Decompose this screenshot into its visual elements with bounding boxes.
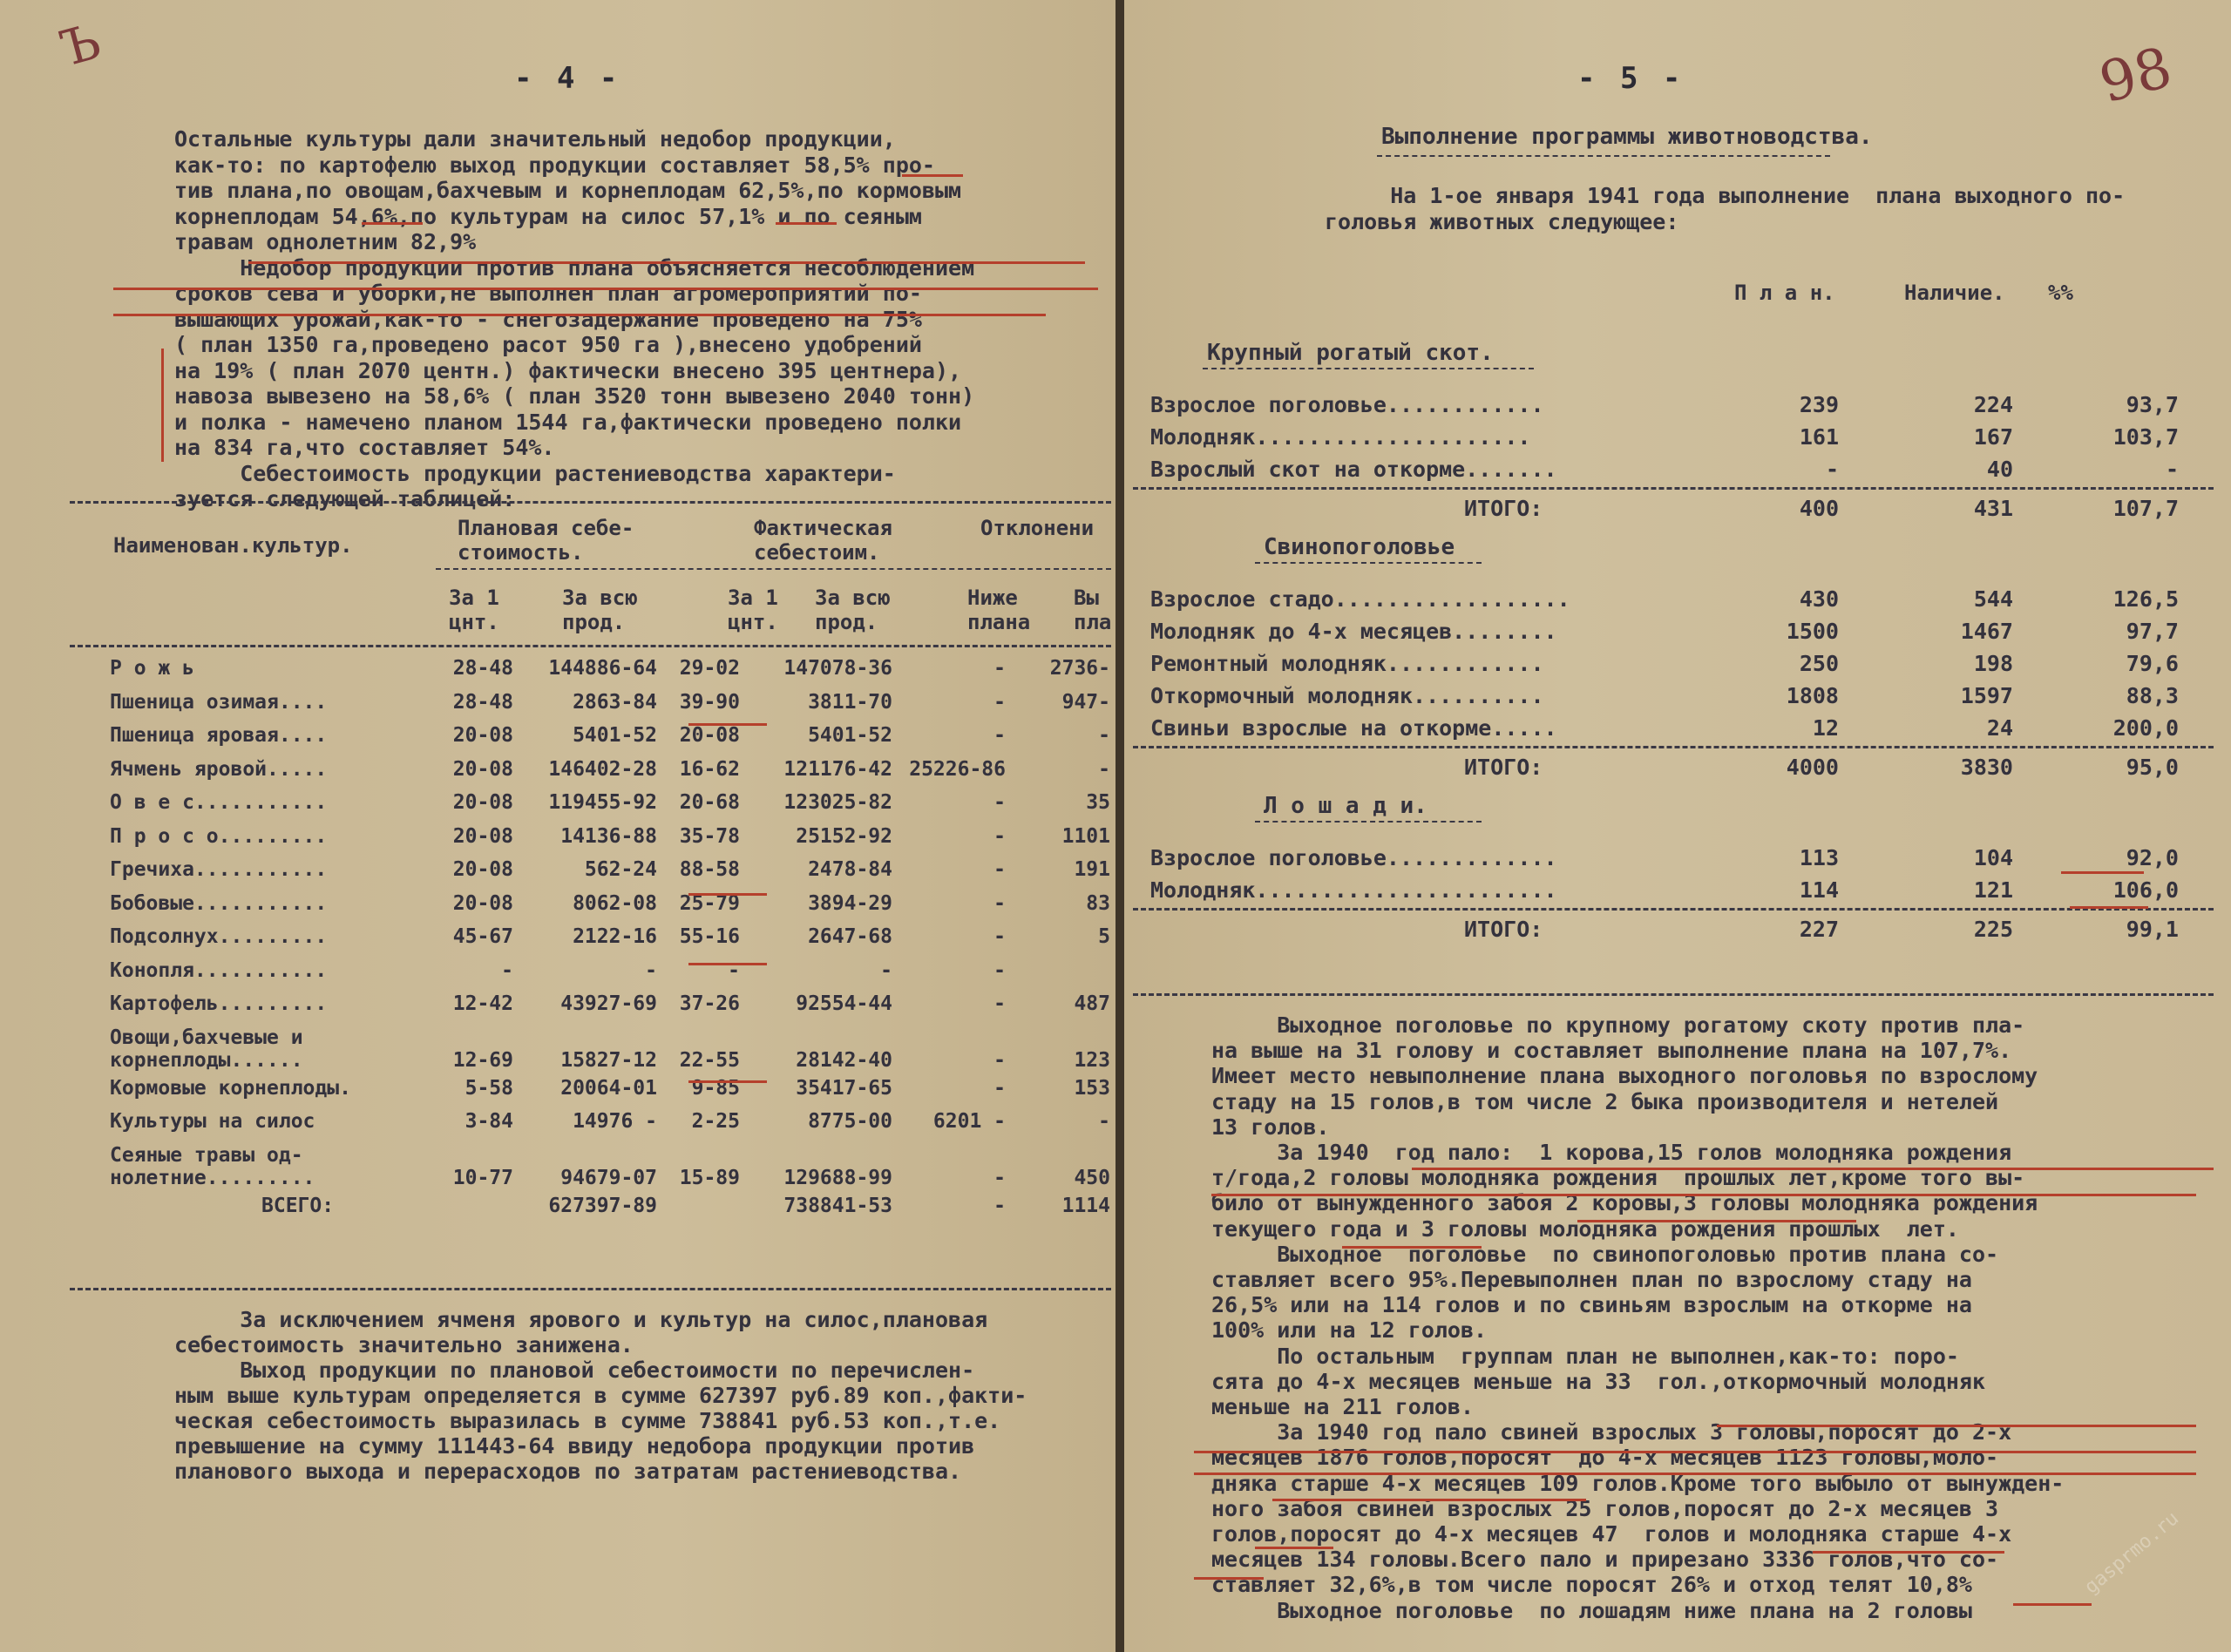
red-underline xyxy=(2013,1603,2092,1606)
sub-header: За всю прод. xyxy=(815,586,891,634)
red-underline xyxy=(1194,1577,1264,1580)
table-cell: 28-48 xyxy=(452,690,513,714)
sub-header: За 1 цнт. xyxy=(449,586,499,634)
crop-name: О в е с........... xyxy=(110,791,328,815)
table-cell: 1808 xyxy=(1786,683,1839,708)
table-cell: 20-08 xyxy=(452,891,513,915)
table-cell: 947- xyxy=(1061,690,1110,714)
table-cell: 40 xyxy=(1986,457,2013,482)
table-cell: 20-08 xyxy=(452,858,513,882)
table-cell: 35417-65 xyxy=(796,1076,892,1100)
text-line: По остальным группам план не выполнен,как-то: поро- xyxy=(1211,1343,1959,1369)
total-cell: 225 xyxy=(1973,917,2013,942)
table-row xyxy=(105,652,1116,686)
table-cell: 5401-52 xyxy=(573,724,657,748)
table-cell: 12 xyxy=(1812,715,1839,741)
table-cell: 146402-28 xyxy=(548,757,657,781)
col-header-plan: Плановая себе- стоимость. xyxy=(458,516,634,565)
table-cell: 627397-89 xyxy=(548,1194,657,1217)
table-cell: 198 xyxy=(1973,651,2013,676)
col-header-percent: %% xyxy=(2048,281,2073,305)
table-cell: 88,3 xyxy=(2126,683,2179,708)
table-row xyxy=(105,920,1116,954)
table-cell: 20-08 xyxy=(452,757,513,781)
table-cell: - xyxy=(993,992,1006,1016)
table-cell: 544 xyxy=(1973,586,2013,612)
red-underline xyxy=(688,963,767,965)
table-cell: - xyxy=(993,1048,1006,1072)
text-line: головья животных следующее: xyxy=(1325,209,1679,234)
table-cell: 83 xyxy=(1086,891,1110,915)
text-line: планового выхода и перерасходов по затратам растениеводства. xyxy=(174,1459,962,1484)
sub-header: За 1 цнт. xyxy=(728,586,778,634)
table-cell: 1467 xyxy=(1960,619,2013,644)
table-cell: 5401-52 xyxy=(808,724,892,748)
col-header-fact: Фактическая себестоим. xyxy=(754,516,892,565)
folio-number: 98 xyxy=(2092,35,2179,117)
table-cell xyxy=(662,1189,745,1223)
table-cell: 3-84 xyxy=(465,1110,513,1134)
table-cell: 43927-69 xyxy=(560,992,657,1016)
cost-table xyxy=(105,652,1116,1222)
total-cell: 400 xyxy=(1799,496,1839,521)
table-cell: - xyxy=(993,891,1006,915)
crop-name: Картофель......... xyxy=(110,992,328,1016)
red-underline xyxy=(113,314,1046,316)
sub-header: Вы пла xyxy=(1074,586,1112,634)
page-number: - 5 - xyxy=(1577,61,1685,96)
table-row xyxy=(105,1189,1116,1223)
table-cell: - xyxy=(1098,724,1110,748)
table-cell: - xyxy=(728,958,740,982)
text-line: сроков сева и уборки,не выполнен план агромероприятий по- xyxy=(174,281,922,306)
red-underline xyxy=(113,288,1098,290)
table-cell xyxy=(1011,954,1116,988)
text-line: превышение на сумму 111443-64 ввиду недобора продукции против xyxy=(174,1433,975,1459)
table-cell: 113 xyxy=(1799,845,1839,870)
divider xyxy=(1133,908,2214,911)
group-heading: Свинопоголовье xyxy=(1264,534,1455,560)
crop-name: Пшеница озимая.... xyxy=(110,690,328,714)
table-cell: 22-55 xyxy=(679,1048,740,1072)
text-line: Недобор продукции против плана объясняется несоблюдением xyxy=(174,254,975,281)
table-row xyxy=(105,753,1116,787)
table-cell: 123025-82 xyxy=(783,791,892,815)
total-cell: 227 xyxy=(1799,917,1839,942)
red-underline xyxy=(1194,1451,2196,1453)
table-cell: 8775-00 xyxy=(808,1110,892,1134)
group-underline xyxy=(1255,821,1482,823)
red-underline xyxy=(362,222,423,225)
table-cell: - xyxy=(1098,1110,1110,1134)
table-cell: - xyxy=(993,690,1006,714)
table-cell: - xyxy=(993,657,1006,680)
text-line: на 834 га,что составляет 54%. xyxy=(174,435,555,460)
text-line: ческая себестоимость выразилась в сумме 738841 руб.53 коп.,т.е. xyxy=(174,1408,1001,1433)
table-cell: 5 xyxy=(1098,925,1110,949)
crop-name: Пшеница яровая.... xyxy=(110,724,328,748)
table-cell: 20-08 xyxy=(452,791,513,815)
text-line: себестоимость значительно занижена. xyxy=(174,1332,634,1357)
total-cell: 99,1 xyxy=(2126,917,2179,942)
text-line: травам однолетним 82,9% xyxy=(174,229,477,254)
red-underline xyxy=(1412,1168,2214,1170)
table-cell: - xyxy=(993,724,1006,748)
table-cell: 3894-29 xyxy=(808,891,892,915)
table-cell: 2647-68 xyxy=(808,925,892,949)
red-underline xyxy=(688,1080,767,1083)
table-cell: 12-42 xyxy=(452,992,513,1016)
text-line: За 1940 год пало: 1 корова,15 голов молодняка рождения xyxy=(1211,1140,2012,1165)
text-line: дняка старше 4-х месяцев 109 голов.Кроме того выбыло от вынужден- xyxy=(1211,1470,2065,1496)
table-cell: 55-16 xyxy=(679,925,740,949)
table-cell: 20-08 xyxy=(452,824,513,848)
table-row xyxy=(105,786,1116,820)
table-cell: 25152-92 xyxy=(796,824,892,848)
table-cell: 224 xyxy=(1973,392,2013,417)
row-label: Молодняк..................... xyxy=(1150,424,1531,450)
table-cell: 430 xyxy=(1799,586,1839,612)
sub-header: За всю прод. xyxy=(562,586,638,634)
table-cell: 28142-40 xyxy=(796,1048,892,1072)
table-cell: 79,6 xyxy=(2126,651,2179,676)
table-cell: - xyxy=(993,925,1006,949)
total-cell: 431 xyxy=(1973,496,2013,521)
table-cell: - xyxy=(993,1166,1006,1189)
text-line: ставляет всего 95%.Перевыполнен план по взрослому стаду на xyxy=(1211,1267,1972,1292)
crop-name: Овощи,бахчевые и корнеплоды...... xyxy=(110,1026,303,1072)
red-margin-line xyxy=(161,349,164,462)
group-heading: Л о ш а д и. xyxy=(1264,793,1427,819)
crop-name: Конопля........... xyxy=(110,958,328,982)
row-label: Взрослое поголовье............ xyxy=(1150,392,1544,417)
table-cell: 1500 xyxy=(1786,619,1839,644)
table-row xyxy=(105,686,1116,720)
text-line: стаду на 15 голов,в том числе 2 быка производителя и нетелей xyxy=(1211,1088,1999,1114)
table-cell: 15827-12 xyxy=(560,1048,657,1072)
table-cell: - xyxy=(1825,457,1839,482)
red-underline xyxy=(2070,906,2148,909)
table-cell: 20064-01 xyxy=(560,1076,657,1100)
table-cell: 93,7 xyxy=(2126,392,2179,417)
sub-header: Ниже плана xyxy=(967,586,1031,634)
text-line: вышающих урожай,как-то - снегозадержание проведено на 75% xyxy=(174,306,922,332)
text-line: на 19% ( план 2070 центн.) фактически внесено 395 центнера), xyxy=(174,357,962,383)
table-cell: 106,0 xyxy=(2112,877,2179,903)
crop-name: П р о с о......... xyxy=(110,824,328,848)
text-line: 100% или на 12 голов. xyxy=(1211,1317,1488,1344)
table-cell: 25-79 xyxy=(679,891,740,915)
row-label: Откормочный молодняк.......... xyxy=(1150,683,1544,708)
crop-name: Ячмень яровой..... xyxy=(110,757,328,781)
text-line: Себестоимость продукции растениеводства характери- xyxy=(174,460,896,486)
table-cell: 450 xyxy=(1074,1166,1110,1189)
table-cell: - xyxy=(993,1194,1006,1217)
group-underline xyxy=(1255,562,1482,564)
text-line: Выход продукции по плановой себестоимости по перечислен- xyxy=(174,1357,975,1383)
table-cell: 39-90 xyxy=(679,690,740,714)
table-row xyxy=(105,1021,1116,1072)
row-label: Молодняк до 4-х месяцев........ xyxy=(1150,619,1557,644)
table-cell: 20-08 xyxy=(679,724,740,748)
table-cell: 14136-88 xyxy=(560,824,657,848)
row-label: Свиньи взрослые на откорме..... xyxy=(1150,715,1557,741)
table-row xyxy=(105,954,1116,988)
table-row xyxy=(105,853,1116,887)
crop-name: Бобовые........... xyxy=(110,891,328,915)
table-cell: 94679-07 xyxy=(560,1166,657,1189)
table-row xyxy=(105,719,1116,753)
table-cell: 123 xyxy=(1074,1048,1110,1072)
total-cell: 4000 xyxy=(1786,755,1839,780)
table-row xyxy=(105,1072,1116,1106)
table-cell: 1597 xyxy=(1960,683,2013,708)
text-line: На 1-ое января 1941 года выполнение плана выходного по- xyxy=(1325,183,2126,208)
total-label: ИТОГО: xyxy=(1464,917,1543,942)
text-line: Выходное поголовье по лошадям ниже плана на 2 головы xyxy=(1211,1597,1972,1623)
table-cell: 144886-64 xyxy=(548,657,657,680)
table-cell: 191 xyxy=(1074,858,1110,882)
text-line: месяцев 1876 голов,поросят до 4-х месяцев 1123 головы,моло- xyxy=(1211,1445,1999,1471)
table-cell: 25226-86 xyxy=(909,757,1006,781)
table-cell: 5-58 xyxy=(465,1076,513,1100)
table-cell: - xyxy=(1098,757,1110,781)
table-cell: - xyxy=(993,858,1006,882)
table-cell: 12-69 xyxy=(452,1048,513,1072)
text-line: сята до 4-х месяцев меньше на 33 гол.,откормочный молодняк xyxy=(1211,1368,1986,1394)
crop-name: Подсолнух......... xyxy=(110,925,328,949)
text-line: зуется следующей таблицей: xyxy=(174,486,516,511)
red-underline xyxy=(1211,1194,2196,1196)
text-line: меньше на 211 голов. xyxy=(1211,1394,1475,1419)
text-line: тив плана,по овощам,бахчевым и корнеплодам 62,5%,по кормовым xyxy=(174,178,962,203)
text-line: навоза вывезено на 58,6% ( план 3520 тонн вывезено 2040 тонн) xyxy=(174,383,975,409)
crop-name: Гречиха........... xyxy=(110,858,328,882)
crop-name: Кормовые корнеплоды. xyxy=(110,1076,351,1100)
red-underline xyxy=(1342,1246,1482,1249)
table-row xyxy=(105,1105,1116,1139)
row-label: Взрослое стадо.................. xyxy=(1150,586,1570,612)
table-cell: 250 xyxy=(1799,651,1839,676)
total-label: ИТОГО: xyxy=(1464,496,1543,521)
table-cell: 119455-92 xyxy=(548,791,657,815)
col-header-plan: П л а н. xyxy=(1734,281,1835,305)
divider xyxy=(70,501,1111,504)
table-cell: 15-89 xyxy=(679,1166,740,1189)
watermark: gasprmo.ru xyxy=(2080,1507,2183,1599)
divider xyxy=(70,1288,1111,1290)
table-cell: 2736- xyxy=(1049,657,1110,680)
text-line: Выходное поголовье по свинопоголовью против плана со- xyxy=(1211,1241,1999,1267)
table-cell: 562-24 xyxy=(584,858,657,882)
red-underline xyxy=(1717,1425,2196,1427)
table-cell: 167 xyxy=(1973,424,2013,450)
red-underline xyxy=(902,174,963,177)
right-page xyxy=(1124,0,2231,1652)
table-cell: 92,0 xyxy=(2126,845,2179,870)
table-row xyxy=(105,987,1116,1021)
group-underline xyxy=(1203,368,1534,369)
table-cell: 121176-42 xyxy=(783,757,892,781)
table-cell: 24 xyxy=(1986,715,2013,741)
text-line: Остальные культуры дали значительный недобор продукции, xyxy=(174,126,896,152)
table-cell: 92554-44 xyxy=(796,992,892,1016)
text-line: корнеплодам 54,6%,по культурам на силос 57,1% и по сеяным xyxy=(174,203,922,229)
divider xyxy=(1133,993,2214,996)
table-cell: 161 xyxy=(1799,424,1839,450)
table-cell: - xyxy=(993,791,1006,815)
text-line: голов,поросят до 4-х месяцев 47 голов и молодняка старше 4-х xyxy=(1211,1521,2012,1547)
row-label: Взрослый скот на откорме....... xyxy=(1150,457,1557,482)
table-cell: 29-02 xyxy=(679,657,740,680)
section-title: Выполнение программы животноводства. xyxy=(1381,124,1873,150)
table-cell: 35-78 xyxy=(679,824,740,848)
table-cell: 147078-36 xyxy=(783,657,892,680)
col-header-deviation: Отклонени xyxy=(980,516,1095,540)
group-heading: Крупный рогатый скот. xyxy=(1207,340,1494,366)
table-cell: 153 xyxy=(1074,1076,1110,1100)
table-cell: 45-67 xyxy=(452,925,513,949)
text-line: т/года,2 головы молодняка рождения прошлых лет,кроме того вы- xyxy=(1211,1165,2025,1191)
text-line: как-то: по картофелю выход продукции составляет 58,5% про- xyxy=(174,152,935,178)
row-label: Молодняк....................... xyxy=(1150,877,1557,903)
divider xyxy=(70,645,1111,647)
table-cell: 37-26 xyxy=(679,992,740,1016)
table-cell: 129688-99 xyxy=(783,1166,892,1189)
divider xyxy=(1133,746,2214,748)
table-cell: - xyxy=(993,1076,1006,1100)
crop-name: ВСЕГО: xyxy=(261,1194,335,1217)
total-cell: 95,0 xyxy=(2126,755,2179,780)
red-underline xyxy=(688,723,767,726)
table-cell: - xyxy=(2165,457,2179,482)
table-cell: 2122-16 xyxy=(573,925,657,949)
table-cell: 2863-84 xyxy=(573,690,657,714)
text-line: 13 голов. xyxy=(1211,1114,1330,1140)
row-label: Взрослое поголовье............. xyxy=(1150,845,1557,870)
red-underline xyxy=(2061,871,2144,874)
table-cell: 104 xyxy=(1973,845,2013,870)
table-cell: 1114 xyxy=(1061,1194,1110,1217)
table-row xyxy=(105,820,1116,854)
crop-name: Сеяные травы од- нолетние......... xyxy=(110,1143,315,1189)
text-line: ставляет 32,6%,в том числе поросят 26% и отход телят 10,8% xyxy=(1211,1572,1972,1598)
corner-mark: Ъ xyxy=(54,13,107,78)
table-cell: 126,5 xyxy=(2112,586,2179,612)
text-line: текущего года и 3 головы молодняка рождения прошлых лет. xyxy=(1211,1215,1959,1242)
table-cell: 14976 - xyxy=(573,1110,657,1134)
red-underline xyxy=(1255,1547,1333,1549)
total-cell: 107,7 xyxy=(2112,496,2179,521)
text-line: на выше на 31 голову и составляет выполнение плана на 107,7%. xyxy=(1211,1038,2012,1064)
table-cell: 20-08 xyxy=(452,724,513,748)
text-line: За исключением ячменя ярового и культур на силос,плановая xyxy=(174,1307,988,1332)
table-cell: - xyxy=(501,958,513,982)
divider xyxy=(1133,487,2214,490)
text-line: ным выше культурам определяется в сумме 627397 руб.89 коп.,факти- xyxy=(174,1383,1027,1408)
table-cell: 10-77 xyxy=(452,1166,513,1189)
divider xyxy=(436,568,1111,570)
table-row xyxy=(105,1139,1116,1189)
red-underline xyxy=(1813,1551,2004,1554)
text-line: било от вынужденного забоя 2 коровы,3 головы молодняка рождения xyxy=(1211,1190,2038,1216)
table-cell: 103,7 xyxy=(2112,424,2179,450)
text-line: 26,5% или на 114 голов и по свиньям взрослым на откорме на xyxy=(1211,1292,1972,1318)
text-line: ( план 1350 га,проведено расот 950 га ),внесено удобрений xyxy=(174,332,922,357)
table-cell: 35 xyxy=(1086,791,1110,815)
table-cell: 3811-70 xyxy=(808,690,892,714)
red-underline xyxy=(1194,1473,2196,1475)
table-cell: 200,0 xyxy=(2112,715,2179,741)
text-line: Имеет место невыполнение плана выходного поголовья по взрослому xyxy=(1211,1063,2038,1089)
text-line: Выходное поголовье по крупному рогатому скоту против пла- xyxy=(1211,1012,2025,1038)
table-cell: 16-62 xyxy=(679,757,740,781)
table-cell: 20-68 xyxy=(679,791,740,815)
text-line: месяцев 134 головы.Всего пало и прирезано 3336 голов,что со- xyxy=(1211,1547,1999,1573)
table-cell: 6201 - xyxy=(932,1110,1006,1134)
title-underline xyxy=(1377,155,1830,157)
table-cell: 97,7 xyxy=(2126,619,2179,644)
table-cell: 1101 xyxy=(1061,824,1110,848)
crop-name: Р о ж ь xyxy=(110,657,194,680)
table-cell: 487 xyxy=(1074,992,1110,1016)
crop-name: Культуры на силос xyxy=(110,1110,315,1134)
col-header-name: Наименован.культур. xyxy=(113,533,353,558)
red-underline xyxy=(248,261,1085,264)
table-cell: 2478-84 xyxy=(808,858,892,882)
table-cell: 2-25 xyxy=(691,1110,740,1134)
table-cell: 114 xyxy=(1799,877,1839,903)
table-cell xyxy=(440,1189,519,1223)
table-cell: - xyxy=(993,824,1006,848)
red-underline xyxy=(1272,1499,1586,1501)
table-cell: - xyxy=(993,958,1006,982)
table-cell: - xyxy=(645,958,657,982)
table-cell: 9-85 xyxy=(691,1076,740,1100)
table-cell: 738841-53 xyxy=(783,1194,892,1217)
table-cell: 28-48 xyxy=(452,657,513,680)
text-line: и полка - намечено планом 1544 га,фактически проведено полки xyxy=(174,409,962,435)
table-cell: 88-58 xyxy=(679,858,740,882)
table-cell: 239 xyxy=(1799,392,1839,417)
text-line: За 1940 год пало свиней взрослых 3 головы,поросят до 2-х xyxy=(1211,1419,2012,1446)
table-row xyxy=(105,887,1116,921)
table-cell: 8062-08 xyxy=(573,891,657,915)
total-cell: 3830 xyxy=(1960,755,2013,780)
total-label: ИТОГО: xyxy=(1464,755,1543,780)
table-cell: 121 xyxy=(1973,877,2013,903)
red-underline xyxy=(688,893,767,896)
table-cell: - xyxy=(880,958,892,982)
red-underline xyxy=(1577,1220,1856,1222)
text-line: ного забоя свиней взрослых 25 голов,поросят до 2-х месяцев 3 xyxy=(1211,1495,1999,1521)
col-header-actual: Наличие. xyxy=(1904,281,2005,305)
red-underline xyxy=(776,222,837,225)
page-number: - 4 - xyxy=(514,61,621,96)
row-label: Ремонтный молодняк............ xyxy=(1150,651,1544,676)
